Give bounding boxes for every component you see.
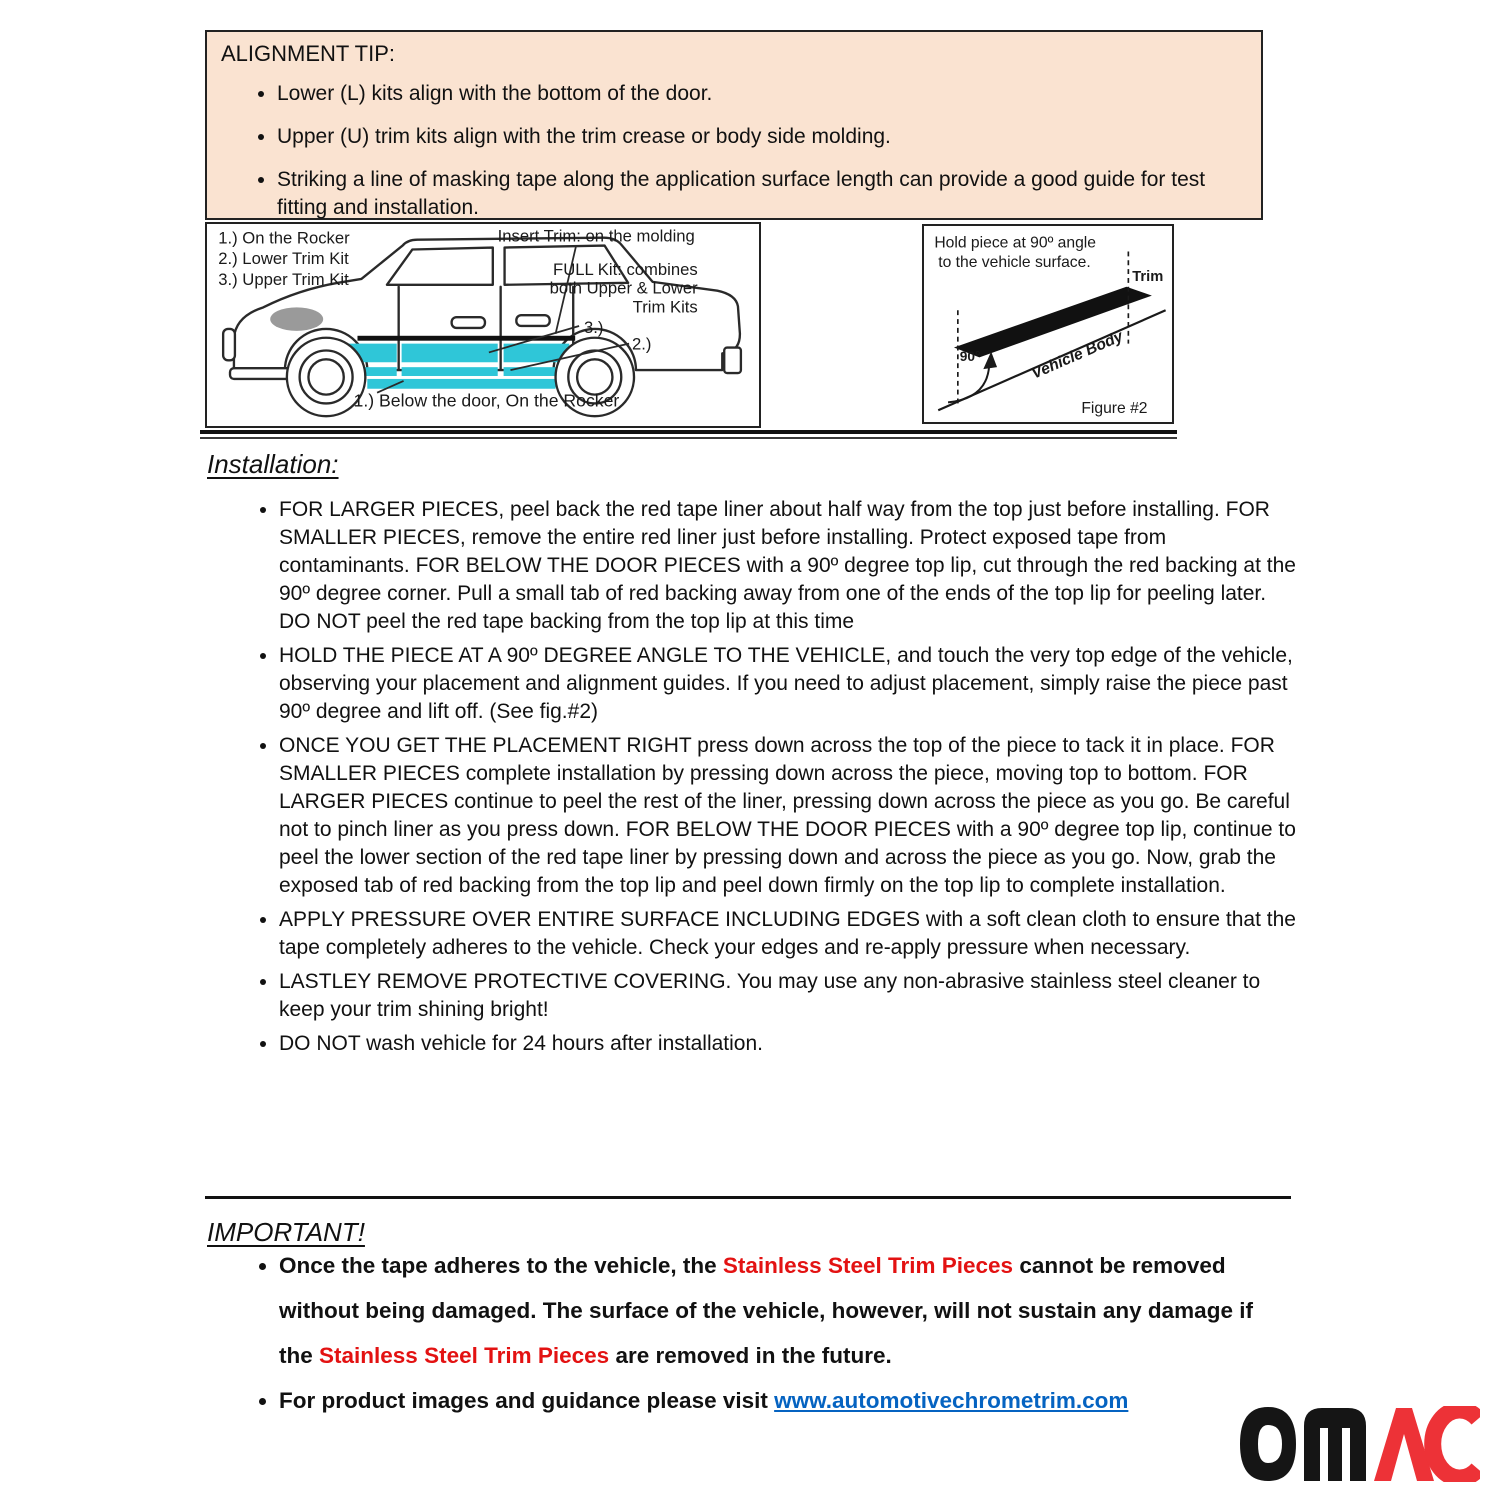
car-diagram-svg: [207, 224, 759, 426]
important-bullet: [279, 1378, 1291, 1423]
section-divider-top: [200, 430, 1177, 439]
installation-bullet: • FOR LARGER PIECES, peel back the red tape liner about half way from the top just before installing. FOR SMALLER PIECES, remove the entire red liner just before installing. Protect exposed tape from contaminants. FOR BELOW THE DOOR PIECES with a 90º degree top lip, cut through the red backing at the 90º degree corner. Pull a small tab of red backing away from one of the ends of the top lip for peeling later. DO NOT peel the red tape backing from the top lip at this time: [279, 496, 1301, 636]
hood-mirror-blob: [270, 307, 323, 331]
car-legend-line: 3.) Upper Trim Kit: [218, 269, 349, 289]
section-divider-important: [205, 1196, 1291, 1199]
full-kit-label: FULL Kit: combines: [553, 259, 698, 279]
installation-bullet: • DO NOT wash vehicle for 24 hours after installation.: [279, 1030, 1301, 1058]
important-text: are removed in the future.: [609, 1343, 892, 1368]
trim-label: Trim: [1132, 268, 1164, 285]
installation-bullet: • ONCE YOU GET THE PLACEMENT RIGHT press down across the top of the piece to tack it in place. FOR SMALLER PIECES complete installation by pressing down across the piece, moving top to bottom. FOR LARGER PIECES continue to peel the rest of the liner, pressing down across the piece as you go. Be careful not to pinch liner as you press down. FOR BELOW THE DOOR PIECES with a 90º degree top lip, continue to peel the lower section of the red tape liner by pressing down and across the piece as you go. Now, grab the exposed tab of red backing from the top lip and peel down firmly on the top lip to complete installation.: [279, 732, 1301, 900]
angle-arc: [948, 365, 989, 402]
installation-bullet: • LASTLEY REMOVE PROTECTIVE COVERING. You may use any non-abrasive stainless steel cleaner to keep your trim shining bright!: [279, 968, 1301, 1024]
full-kit-label: Trim Kits: [632, 297, 698, 317]
rocker-label: 1.) Below the door, On the Rocker: [353, 390, 620, 411]
alignment-tip-list: [221, 80, 1243, 222]
website-link[interactable]: www.automotivechrometrim.com: [774, 1388, 1129, 1413]
tip-bullet: • Striking a line of masking tape along the application surface length can provide a good guide for test fitting and installation.: [277, 166, 1235, 222]
callout-upper-trim: 3.): [584, 317, 604, 337]
important-heading: IMPORTANT!: [207, 1217, 365, 1247]
full-kit-label: both Upper & Lower: [549, 278, 698, 298]
alignment-tip-title: ALIGNMENT TIP:: [221, 41, 396, 66]
alignment-tip-box: [205, 30, 1263, 220]
important-red-phrase: Stainless Steel Trim Pieces: [722, 1253, 1014, 1278]
car-legend-line: 1.) On the Rocker: [218, 228, 350, 248]
installation-list: [241, 496, 1301, 1064]
omac-logo-svg: [1238, 1406, 1480, 1482]
insert-trim-label: Insert Trim: on the molding: [497, 226, 695, 246]
omac-logo-red-letters: [1374, 1408, 1478, 1481]
installation-bullet: • APPLY PRESSURE OVER ENTIRE SURFACE INCLUDING EDGES with a soft clean cloth to ensure that the tape completely adheres to the vehicle. Check your edges and re-apply pressure when necessary.: [279, 906, 1301, 962]
callout-lower-trim: 2.): [632, 334, 652, 354]
installation-heading: Installation:: [207, 449, 339, 479]
omac-logo: [1238, 1406, 1480, 1482]
figure2-svg: [924, 226, 1172, 422]
tip-bullet: • Lower (L) kits align with the bottom of the door.: [277, 80, 1235, 108]
important-text: Once the tape adheres to the vehicle, the: [279, 1253, 723, 1278]
important-red-phrase: Stainless Steel Trim Pieces: [319, 1343, 610, 1368]
important-list: [241, 1243, 1291, 1423]
important-bullet: [279, 1243, 1291, 1378]
tip-bullet: • Upper (U) trim kits align with the trim crease or body side molding.: [277, 123, 1235, 151]
installation-bullet: • HOLD THE PIECE AT A 90º DEGREE ANGLE TO THE VEHICLE, and touch the very top edge of the vehicle, observing your placement and alignment guides. If you need to adjust placement, simply raise the piece past 90º degree and lift off. (See fig.#2): [279, 642, 1301, 726]
car-trim-diagram: [205, 222, 761, 428]
vehicle-body-label: Vehicle Body: [1029, 327, 1126, 383]
figure2-box: [922, 224, 1174, 424]
figure2-label: Figure #2: [1081, 400, 1148, 418]
important-text: For product images and guidance please visit: [279, 1388, 775, 1413]
important-text: cannot be removed without being damaged. The surface of the vehicle, however, will not sustain any damage if the: [279, 1253, 1253, 1368]
omac-logo-black-letters: [1240, 1407, 1366, 1481]
figure2-caption: to the vehicle surface.: [938, 254, 1091, 272]
figure2-caption: Hold piece at 90º angle: [934, 234, 1097, 252]
trim-piece-shape: [954, 287, 1152, 358]
car-legend-line: 2.) Lower Trim Kit: [218, 249, 349, 269]
angle-label: 90°: [959, 349, 981, 365]
